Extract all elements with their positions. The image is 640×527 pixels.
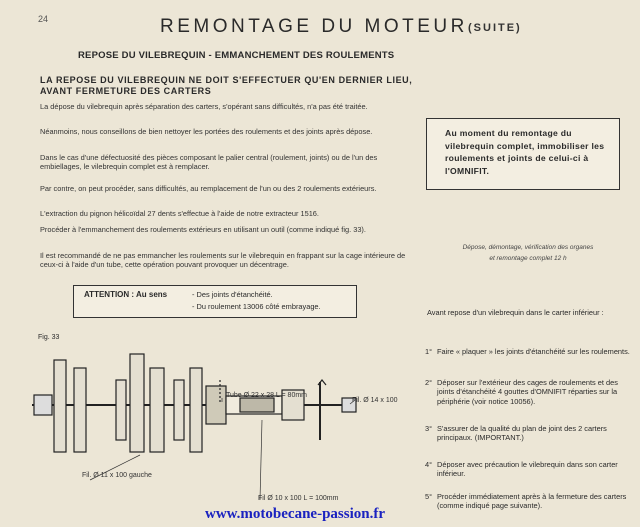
step-text: Déposer avec précaution le vilebrequin dans son carter inférieur.	[437, 460, 618, 479]
step-number: 5°	[425, 492, 433, 501]
step-number: 3°	[425, 424, 433, 433]
footer-url: www.motobecane-passion.fr	[205, 506, 385, 522]
step-text: Déposer sur l'extérieur des cages de roulements et des joints d'étanchéité 4 gouttes d'OMNIFIT réparties sur la périphérie (voir notice 10056).	[437, 378, 618, 406]
paragraph: L'extraction du pignon hélicoïdal 27 dents s'effectue à l'aide de notre extracteur 1516.	[40, 209, 319, 218]
attention-line: - Des joints d'étanchéité.	[192, 290, 273, 299]
paragraph: Dans le cas d'une défectuosité des pièces composant le palier central (roulement, joints) ou de l'un des embiellages, le vilebrequin complet est à remplacer.	[40, 153, 378, 172]
figure-caption: Fig. 33	[38, 334, 60, 341]
page-title-suffix: (SUITE)	[468, 22, 522, 34]
step-text: Faire « plaquer » les joints d'étanchéité sur les roulements.	[437, 347, 630, 356]
section-subtitle: REPOSE DU VILEBREQUIN - EMMANCHEMENT DES ROULEMENTS	[78, 50, 395, 61]
figure-label-fil-left: Fil. Ø 11 x 100 gauche	[82, 472, 152, 479]
paragraph: Néanmoins, nous conseillons de bien nettoyer les portées des roulements et des joints après dépose.	[40, 127, 373, 136]
figure-label-fil-bottom: Fil Ø 10 x 100 L = 100mm	[258, 495, 339, 502]
figure-label-fil-right: Fil. Ø 14 x 100	[352, 397, 398, 404]
attention-label: ATTENTION : Au sens	[84, 290, 168, 299]
time-note-line: et remontage complet 12 h	[489, 255, 567, 262]
step-text: S'assurer de la qualité du plan de joint des 2 carters principaux. (IMPORTANT.)	[437, 424, 607, 443]
omnifit-note-box	[426, 118, 620, 190]
page-number: 24	[38, 14, 49, 24]
page-title: REMONTAGE DU MOTEUR	[160, 16, 468, 37]
crankshaft-tool-illustration	[30, 340, 390, 510]
omnifit-note-text: Au moment du remontage du vilebrequin complet, immobiliser les roulements et joints de celui-ci à l'OMNIFIT.	[445, 128, 605, 176]
procedure-intro: Avant repose d'un vilebrequin dans le carter inférieur :	[427, 308, 604, 317]
step-number: 1°	[425, 347, 433, 356]
paragraph: La dépose du vilebrequin après séparation des carters, s'opérant sans difficultés, n'a pas été traitée.	[40, 102, 368, 111]
step-number: 2°	[425, 378, 433, 387]
paragraph: Par contre, on peut procéder, sans difficultés, au remplacement de l'un ou des 2 roulements extérieurs.	[40, 184, 377, 193]
paragraph: Procéder à l'emmanchement des roulements extérieurs en utilisant un outil (comme indiqué fig. 33).	[40, 225, 366, 234]
attention-line: - Du roulement 13006 côté embrayage.	[192, 302, 321, 311]
figure-label-tube: Tube Ø 22 x 28 L = 80mm	[226, 392, 307, 399]
attention-box	[73, 285, 357, 318]
lead-paragraph: LA REPOSE DU VILEBREQUIN NE DOIT S'EFFECTUER QU'EN DERNIER LIEU, AVANT FERMETURE DES CARTERS	[40, 75, 413, 96]
step-text: Procéder immédiatement après à la fermeture des carters (comme indiqué page suivante).	[437, 492, 627, 511]
paragraph: Il est recommandé de ne pas emmancher les roulements sur le vilebrequin en frappant sur la cage intérieure de ceux-ci à l'aide d'un tube, cette opération pouvant provoquer un décentrage.	[40, 251, 406, 270]
time-note-line: Dépose, démontage, vérification des organes	[462, 244, 594, 251]
step-number: 4°	[425, 460, 433, 469]
